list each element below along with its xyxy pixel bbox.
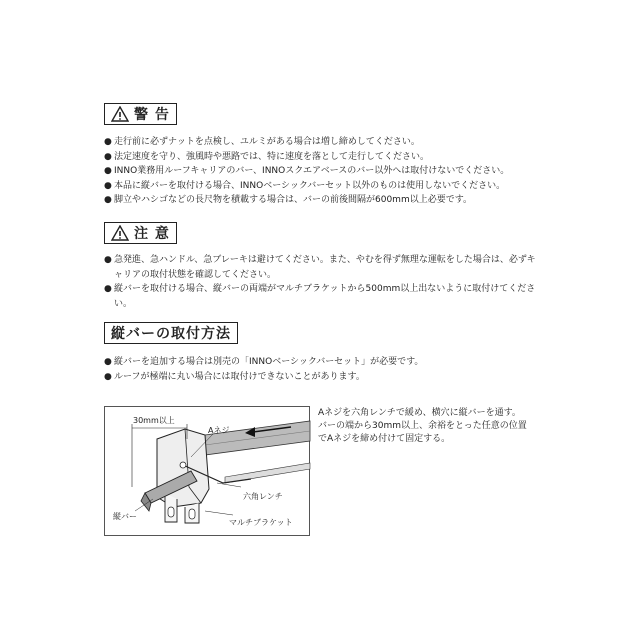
- label-30mm: 30mm以上: [133, 416, 175, 425]
- list-item: ● 走行前に必ずナットを点検し、ユルミがある場合は増し締めしてください。: [104, 135, 544, 150]
- label-hex-wrench: 六角レンチ: [243, 492, 283, 501]
- mounting-list: [104, 355, 544, 384]
- caution-heading: [104, 222, 177, 244]
- caution-list: [104, 253, 544, 311]
- warning-title: 警 告: [134, 107, 170, 123]
- warning-list: [104, 135, 544, 208]
- caution-triangle-icon: [111, 225, 129, 241]
- list-item: ● 脚立やハシゴなどの長尺物を積載する場合は、バーの前後間隔が600mm以上必要です。: [104, 193, 544, 208]
- figure-description: Aネジを六角レンチで緩め、横穴に縦バーを通す。バーの端から30mm以上、余裕をとった任意の位置でAネジを締め付けて固定する。: [318, 408, 527, 444]
- list-item: ● ルーフが極端に丸い場合には取付けできないことがあります。: [104, 370, 544, 385]
- list-item: ● 縦バーを取付ける場合、縦バーの両端がマルチブラケットから500mm以上出ないように取付けてください。: [104, 282, 544, 311]
- list-item: ● 縦バーを追加する場合は別売の「INNOベーシックバーセット」が必要です。: [104, 355, 544, 370]
- mounting-heading: [104, 322, 238, 344]
- label-a-screw: Aネジ: [208, 426, 230, 435]
- list-item: ● 急発進、急ハンドル、急ブレーキは避けてください。また、やむを得ず無理な運転をした場合は、必ずキャリアの取付状態を確認してください。: [104, 253, 544, 282]
- label-multi-bracket: マルチブラケット: [229, 518, 293, 527]
- caution-title: 注 意: [134, 226, 170, 242]
- warning-heading: [104, 103, 177, 125]
- warning-triangle-icon: [111, 106, 129, 122]
- label-vertical-bar: 縦バー: [113, 512, 137, 521]
- list-item: ● 法定速度を守り、強風時や悪路では、特に速度を落として走行してください。: [104, 150, 544, 165]
- list-item: ● 本品に縦バーを取付ける場合、INNOベーシックバーセット以外のものは使用しないでください。: [104, 179, 544, 194]
- mounting-title: 縦バーの取付方法: [111, 326, 231, 342]
- mounting-figure: [104, 406, 310, 536]
- list-item: ● INNO業務用ルーフキャリアのバー、INNOスクエアベースのバー以外へは取付けないでください。: [104, 164, 544, 179]
